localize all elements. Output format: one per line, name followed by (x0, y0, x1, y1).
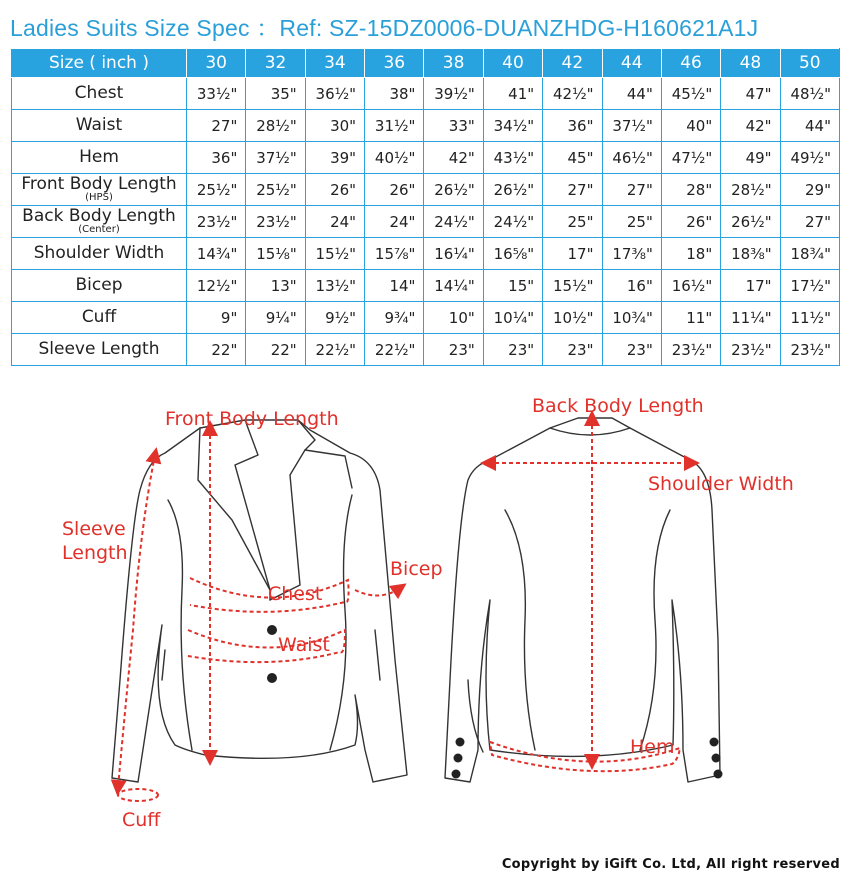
table-cell: 13½" (305, 270, 364, 302)
table-cell: 16½" (661, 270, 720, 302)
table-cell: 28½" (721, 174, 780, 206)
size-header: 34 (305, 49, 364, 78)
table-row (12, 110, 840, 142)
row-label-subtext: (HPS) (85, 191, 113, 203)
bicep-line (355, 588, 400, 596)
table-cell: 42½" (543, 78, 602, 110)
table-cell: 17" (543, 238, 602, 270)
table-cell: 22" (187, 334, 246, 366)
table-cell: 40½" (365, 142, 424, 174)
table-cell: 23½" (246, 206, 305, 238)
table-cell: 10½" (543, 302, 602, 334)
table-row (12, 78, 840, 110)
table-cell: 26½" (424, 174, 483, 206)
table-cell: 27" (187, 110, 246, 142)
table-cell: 24½" (483, 206, 542, 238)
table-cell: 15" (483, 270, 542, 302)
row-label-text: Bicep (75, 275, 123, 295)
table-cell: 24½" (424, 206, 483, 238)
front-body-length-label: Front Body Length (165, 408, 339, 430)
table-cell: 9" (187, 302, 246, 334)
table-cell: 23½" (721, 334, 780, 366)
row-label-subtext: (Center) (78, 223, 120, 235)
table-cell: 15½" (305, 238, 364, 270)
size-header: 48 (721, 49, 780, 78)
table-row (12, 142, 840, 174)
row-label-text: Waist (75, 115, 123, 135)
table-cell: 43½" (483, 142, 542, 174)
table-cell: 29" (780, 174, 839, 206)
table-cell: 17⅜" (602, 238, 661, 270)
table-cell: 36" (543, 110, 602, 142)
jacket-measurement-diagram (0, 380, 850, 850)
size-header: 46 (661, 49, 720, 78)
table-cell: 25" (602, 206, 661, 238)
row-label-text: Chest (74, 83, 124, 103)
table-cell: 26" (661, 206, 720, 238)
table-cell: 38" (365, 78, 424, 110)
size-header: 32 (246, 49, 305, 78)
table-row (12, 334, 840, 366)
table-row (12, 174, 840, 206)
sleeve-length-label (62, 518, 128, 564)
row-label (12, 174, 187, 206)
table-cell: 14" (365, 270, 424, 302)
table-cell: 9½" (305, 302, 364, 334)
table-cell: 11" (661, 302, 720, 334)
table-cell: 24" (365, 206, 424, 238)
table-cell: 11½" (780, 302, 839, 334)
table-cell: 46½" (602, 142, 661, 174)
table-cell: 33" (424, 110, 483, 142)
table-cell: 37½" (602, 110, 661, 142)
page-title: Ladies Suits Size Spec ：Ref: SZ-15DZ0006-DUANZHDG-H160621A1J (10, 15, 759, 41)
size-header: 40 (483, 49, 542, 78)
table-cell: 22½" (305, 334, 364, 366)
table-cell: 49½" (780, 142, 839, 174)
size-header: 44 (602, 49, 661, 78)
table-cell: 22" (246, 334, 305, 366)
size-header: 42 (543, 49, 602, 78)
table-cell: 33½" (187, 78, 246, 110)
table-cell: 17½" (780, 270, 839, 302)
table-cell: 44" (602, 78, 661, 110)
table-cell: 42" (424, 142, 483, 174)
table-cell: 15⅞" (365, 238, 424, 270)
table-cell: 26½" (483, 174, 542, 206)
row-label (12, 206, 187, 238)
table-cell: 23" (602, 334, 661, 366)
table-row (12, 270, 840, 302)
table-cell: 15½" (543, 270, 602, 302)
row-label-text: Back Body Length (22, 205, 176, 226)
table-cell: 18" (661, 238, 720, 270)
table-cell: 23½" (661, 334, 720, 366)
table-cell: 23½" (187, 206, 246, 238)
table-cell: 23" (424, 334, 483, 366)
row-label (12, 334, 187, 366)
table-cell: 27" (780, 206, 839, 238)
row-label (12, 302, 187, 334)
table-cell: 36" (187, 142, 246, 174)
waist-label: Waist (278, 634, 330, 656)
table-cell: 23" (543, 334, 602, 366)
row-label-text: Sleeve Length (38, 339, 160, 359)
hem-label: Hem (630, 736, 675, 758)
row-label (12, 78, 187, 110)
size-header: 30 (187, 49, 246, 78)
size-spec-table (11, 48, 840, 366)
table-cell: 30" (305, 110, 364, 142)
table-cell: 47" (721, 78, 780, 110)
table-cell: 13" (246, 270, 305, 302)
table-row (12, 302, 840, 334)
table-header-row (12, 49, 840, 78)
copyright-notice: Copyright by iGift Co. Ltd, All right reserved (501, 857, 840, 872)
table-cell: 25" (543, 206, 602, 238)
table-cell: 31½" (365, 110, 424, 142)
table-cell: 18¾" (780, 238, 839, 270)
table-cell: 45½" (661, 78, 720, 110)
cuff-line (118, 789, 158, 801)
row-label (12, 270, 187, 302)
shoulder-width-label: Shoulder Width (648, 473, 794, 495)
sleeve-length-label-line: Sleeve (62, 518, 126, 540)
table-cell: 49" (721, 142, 780, 174)
table-cell: 26" (305, 174, 364, 206)
row-label (12, 110, 187, 142)
row-label-text: Cuff (81, 307, 117, 327)
cuff-label: Cuff (122, 809, 161, 831)
table-cell: 10" (424, 302, 483, 334)
table-cell: 12½" (187, 270, 246, 302)
table-cell: 44" (780, 110, 839, 142)
table-cell: 39" (305, 142, 364, 174)
size-header-label: Size ( inch ) (12, 49, 187, 78)
row-label-text: Shoulder Width (33, 243, 165, 263)
front-jacket-outline (112, 420, 407, 782)
table-cell: 37½" (246, 142, 305, 174)
row-label-text: Front Body Length (21, 173, 177, 194)
table-cell: 47½" (661, 142, 720, 174)
table-cell: 36½" (305, 78, 364, 110)
chest-label: Chest (268, 583, 323, 605)
table-cell: 10¼" (483, 302, 542, 334)
table-cell: 25½" (246, 174, 305, 206)
table-cell: 26½" (721, 206, 780, 238)
size-header: 36 (365, 49, 424, 78)
table-cell: 28" (661, 174, 720, 206)
table-cell: 39½" (424, 78, 483, 110)
bicep-label: Bicep (390, 558, 443, 580)
table-cell: 23" (483, 334, 542, 366)
table-cell: 22½" (365, 334, 424, 366)
size-header: 38 (424, 49, 483, 78)
table-cell: 27" (543, 174, 602, 206)
table-cell: 25½" (187, 174, 246, 206)
table-cell: 28½" (246, 110, 305, 142)
table-cell: 9¾" (365, 302, 424, 334)
size-header: 50 (780, 49, 839, 78)
row-label-text: Hem (79, 147, 119, 167)
table-cell: 34½" (483, 110, 542, 142)
table-cell: 14¼" (424, 270, 483, 302)
table-cell: 24" (305, 206, 364, 238)
table-row (12, 206, 840, 238)
table-cell: 9¼" (246, 302, 305, 334)
table-cell: 48½" (780, 78, 839, 110)
table-cell: 18⅜" (721, 238, 780, 270)
table-cell: 41" (483, 78, 542, 110)
table-cell: 17" (721, 270, 780, 302)
back-body-length-label: Back Body Length (532, 395, 704, 417)
row-label (12, 142, 187, 174)
table-cell: 45" (543, 142, 602, 174)
table-cell: 15⅛" (246, 238, 305, 270)
table-cell: 23½" (780, 334, 839, 366)
table-cell: 35" (246, 78, 305, 110)
table-cell: 16⅝" (483, 238, 542, 270)
table-cell: 27" (602, 174, 661, 206)
table-cell: 10¾" (602, 302, 661, 334)
table-row (12, 238, 840, 270)
table-cell: 11¼" (721, 302, 780, 334)
sleeve-length-label-line: Length (62, 542, 128, 564)
table-cell: 14¾" (187, 238, 246, 270)
table-cell: 16¼" (424, 238, 483, 270)
table-cell: 40" (661, 110, 720, 142)
table-cell: 26" (365, 174, 424, 206)
table-cell: 16" (602, 270, 661, 302)
row-label (12, 238, 187, 270)
table-cell: 42" (721, 110, 780, 142)
